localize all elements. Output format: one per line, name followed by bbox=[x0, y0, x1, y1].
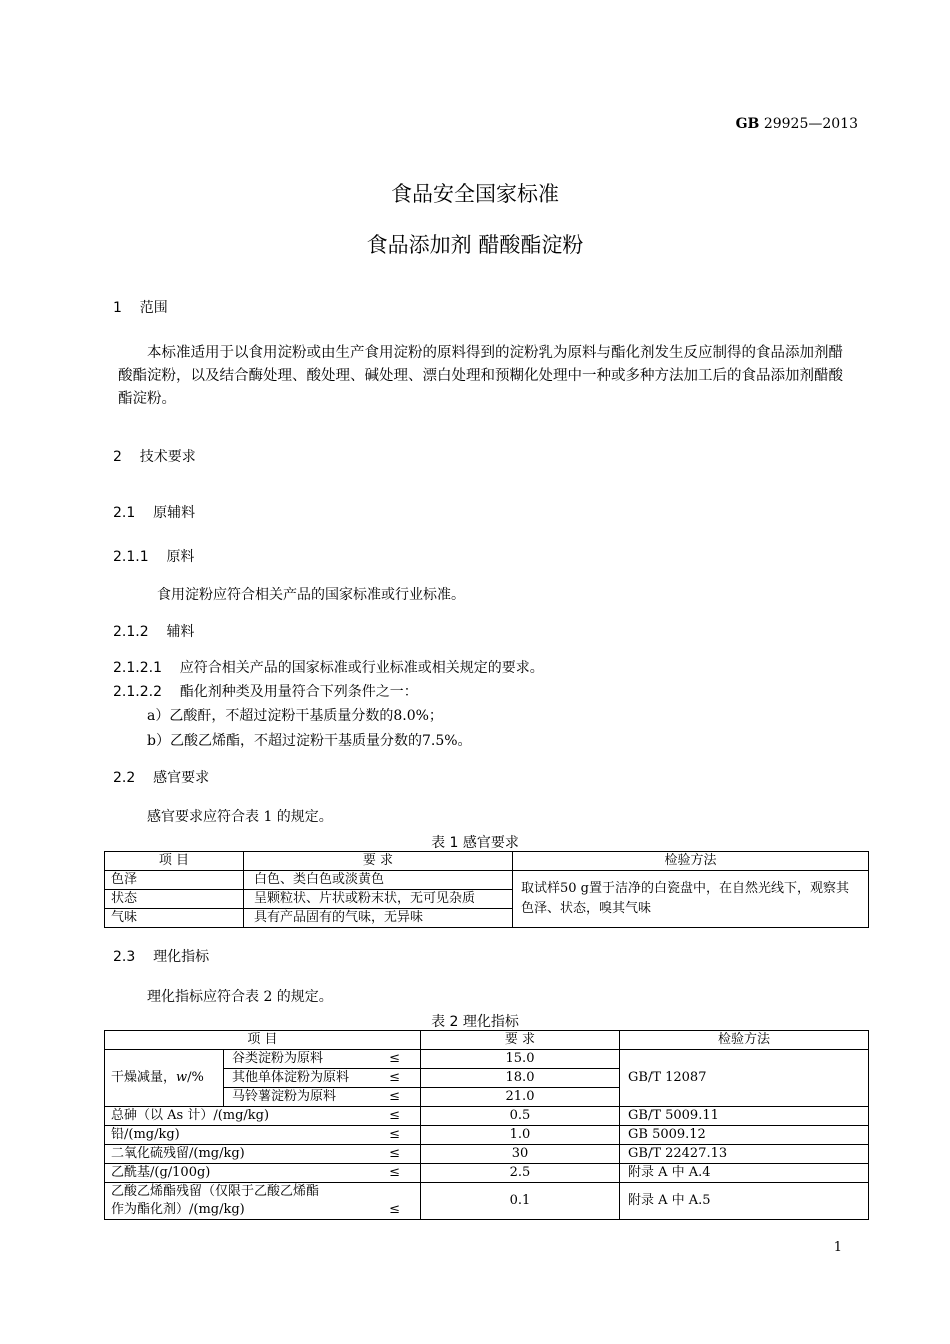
standard-code bbox=[736, 116, 858, 132]
table-1-caption: 表 1 感官要求 bbox=[431, 835, 519, 851]
table-header: 要 求 bbox=[421, 1031, 620, 1050]
table-cell-method: 附录 A 中 A.5 bbox=[620, 1183, 869, 1220]
table-2-caption: 表 2 理化指标 bbox=[431, 1014, 519, 1030]
table-cell-value: 0.5 bbox=[421, 1107, 620, 1126]
table-cell: 呈颗粒状、片状或粉末状，无可见杂质 bbox=[244, 890, 513, 909]
table-cell: 乙酰基/(g/100g) ≤ bbox=[105, 1164, 421, 1183]
section-1-heading bbox=[113, 297, 168, 317]
table-cell-value: 2.5 bbox=[421, 1164, 620, 1183]
section-title: 技术要求 bbox=[139, 449, 196, 465]
clause-text: 酯化剂种类及用量符合下列条件之一： bbox=[179, 684, 418, 700]
standard-number: 29925—2013 bbox=[763, 116, 858, 132]
list-item: a）乙酸酐，不超过淀粉干基质量分数的8.0%； bbox=[147, 708, 443, 724]
table-header: 要 求 bbox=[244, 852, 513, 871]
section-number: 2.3 bbox=[113, 949, 136, 965]
le-symbol: ≤ bbox=[389, 1127, 400, 1142]
table-cell-value: 1.0 bbox=[421, 1126, 620, 1145]
table-cell: 铅/(mg/kg) ≤ bbox=[105, 1126, 421, 1145]
section-2-3-heading bbox=[113, 946, 209, 966]
table-cell-method: GB/T 5009.11 bbox=[620, 1107, 869, 1126]
table-header: 项 目 bbox=[105, 852, 244, 871]
le-symbol: ≤ bbox=[389, 1202, 400, 1217]
clause-number: 2.1.2.2 bbox=[113, 684, 162, 700]
table-cell: 具有产品固有的气味，无异味 bbox=[244, 909, 513, 928]
table-cell-value: 30 bbox=[421, 1145, 620, 1164]
le-symbol: ≤ bbox=[389, 1146, 400, 1161]
table-cell-method: GB 5009.12 bbox=[620, 1126, 869, 1145]
table-cell: 二氧化硫残留/(mg/kg) ≤ bbox=[105, 1145, 421, 1164]
table-cell-drying-loss: 干燥减量，w/% bbox=[105, 1050, 224, 1107]
clause-number: 2.1.2.1 bbox=[113, 660, 162, 676]
section-2-heading bbox=[113, 446, 196, 466]
section-title: 理化指标 bbox=[153, 949, 210, 965]
table-row bbox=[105, 1183, 869, 1220]
section-1-paragraph: 本标准适用于以食用淀粉或由生产食用淀粉的原料得到的淀粉乳为原料与酯化剂发生反应制得的食品添加剂醋酸酯淀粉，以及结合酶处理、酸处理、碱处理、漂白处理和预糊化处理中一种或多种方法加工后的食品添加剂醋酸酯淀粉。 bbox=[118, 345, 843, 407]
section-number: 1 bbox=[113, 300, 122, 316]
table-header: 检验方法 bbox=[620, 1031, 869, 1050]
section-2-1-2-heading bbox=[113, 621, 194, 641]
section-title: 感官要求 bbox=[153, 770, 210, 786]
section-title: 原辅料 bbox=[153, 505, 196, 521]
table-2 bbox=[104, 1030, 869, 1220]
section-number: 2 bbox=[113, 449, 122, 465]
table-1 bbox=[104, 851, 869, 928]
table-row bbox=[105, 871, 869, 890]
table-row bbox=[105, 1145, 869, 1164]
section-title: 范围 bbox=[139, 300, 168, 316]
clause-2-1-2-1 bbox=[113, 657, 544, 677]
clause-text: 应符合相关产品的国家标准或行业标准或相关规定的要求。 bbox=[179, 660, 544, 676]
section-number: 2.1 bbox=[113, 505, 136, 521]
table-cell: 气味 bbox=[105, 909, 244, 928]
table-row bbox=[105, 1107, 869, 1126]
document-title-sub: 食品添加剂 醋酸酯淀粉 bbox=[366, 233, 584, 257]
table-row bbox=[105, 1164, 869, 1183]
table-cell-method: GB/T 12087 bbox=[620, 1050, 869, 1107]
list-item: b）乙酸乙烯酯，不超过淀粉干基质量分数的7.5%。 bbox=[147, 733, 472, 749]
table-cell-value: 0.1 bbox=[421, 1183, 620, 1220]
table-cell: 马铃薯淀粉为原料 ≤ bbox=[224, 1088, 421, 1107]
le-symbol: ≤ bbox=[389, 1108, 400, 1123]
section-2-1-1-heading bbox=[113, 546, 194, 566]
section-2-1-heading bbox=[113, 502, 195, 522]
le-symbol: ≤ bbox=[389, 1165, 400, 1180]
le-symbol: ≤ bbox=[389, 1070, 400, 1085]
table-cell: 色泽 bbox=[105, 871, 244, 890]
section-number: 2.1.1 bbox=[113, 549, 149, 565]
table-cell-method: 附录 A 中 A.4 bbox=[620, 1164, 869, 1183]
table-cell: 其他单体淀粉为原料 ≤ bbox=[224, 1069, 421, 1088]
section-title: 原料 bbox=[166, 549, 195, 565]
table-row bbox=[105, 1050, 869, 1069]
page-number: 1 bbox=[833, 1240, 842, 1255]
section-2-2-heading bbox=[113, 767, 209, 787]
table-cell: 乙酸乙烯酯残留（仅限于乙酸乙烯酯 作为酯化剂）/(mg/kg) ≤ bbox=[105, 1183, 421, 1220]
table-cell-value: 15.0 bbox=[421, 1050, 620, 1069]
clause-2-1-2-2 bbox=[113, 681, 418, 701]
section-number: 2.1.2 bbox=[113, 624, 149, 640]
table-cell-method: 取试样50 g置于洁净的白瓷盘中，在自然光线下，观察其色泽、状态，嗅其气味 bbox=[513, 871, 869, 928]
table-cell: 总砷（以 As 计）/(mg/kg) ≤ bbox=[105, 1107, 421, 1126]
table-cell-value: 21.0 bbox=[421, 1088, 620, 1107]
table-cell: 白色、类白色或淡黄色 bbox=[244, 871, 513, 890]
section-2-2-paragraph: 感官要求应符合表 1 的规定。 bbox=[147, 809, 333, 825]
standard-prefix: GB bbox=[735, 116, 760, 132]
table-row bbox=[105, 1126, 869, 1145]
table-cell-value: 18.0 bbox=[421, 1069, 620, 1088]
le-symbol: ≤ bbox=[389, 1089, 400, 1104]
section-title: 辅料 bbox=[166, 624, 195, 640]
table-header: 项 目 bbox=[105, 1031, 421, 1050]
table-cell: 谷类淀粉为原料 ≤ bbox=[224, 1050, 421, 1069]
document-title-main: 食品安全国家标准 bbox=[391, 182, 559, 206]
table-cell: 状态 bbox=[105, 890, 244, 909]
section-2-3-paragraph: 理化指标应符合表 2 的规定。 bbox=[147, 989, 333, 1005]
le-symbol: ≤ bbox=[389, 1051, 400, 1066]
section-number: 2.2 bbox=[113, 770, 136, 786]
section-2-1-1-paragraph: 食用淀粉应符合相关产品的国家标准或行业标准。 bbox=[157, 587, 465, 603]
table-header: 检验方法 bbox=[513, 852, 869, 871]
table-cell-method: GB/T 22427.13 bbox=[620, 1145, 869, 1164]
